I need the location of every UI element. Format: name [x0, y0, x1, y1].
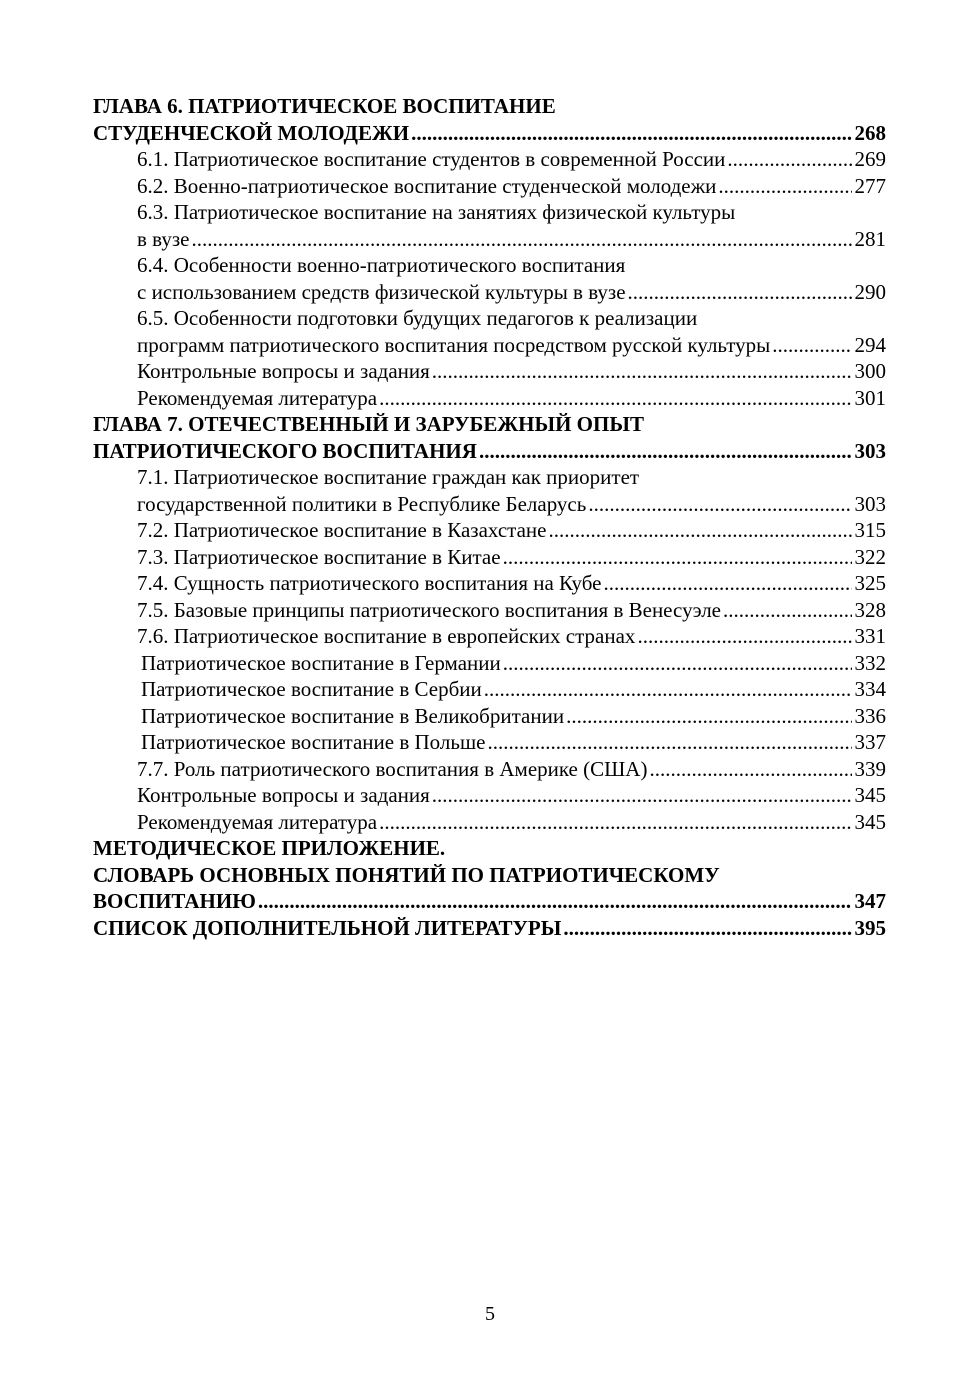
dot-leader [723, 597, 851, 624]
page-number: 5 [485, 1303, 495, 1325]
toc-entry-page: 277 [854, 173, 886, 198]
toc-entry-text: с использованием средств физической культуры в вузе [137, 279, 626, 304]
toc-entry-ch6-literature [93, 385, 886, 412]
extra-literature-page: 395 [854, 915, 886, 940]
toc-entry-page: 331 [854, 624, 886, 648]
toc-entry-page: 336 [854, 703, 886, 728]
chapter-6-title-part-1: ГЛАВА 6. ПАТРИОТИЧЕСКОЕ ВОСПИТАНИЕ [93, 94, 556, 118]
toc-entry-text: 7.7. Роль патриотического воспитания в Америке (США) [137, 756, 648, 781]
toc-entry-page: 281 [854, 226, 886, 251]
toc-entry-page: 345 [854, 783, 886, 807]
toc-entry-page: 301 [854, 385, 886, 410]
toc-entry-text: 7.3. Патриотическое воспитание в Китае [137, 544, 501, 569]
dot-leader [727, 146, 851, 173]
appendix-page: 347 [854, 889, 886, 913]
toc-entry-page: 322 [854, 544, 886, 569]
toc-entry-7-5 [93, 597, 886, 624]
toc-entry-6-2 [93, 173, 886, 200]
chapter-7-heading-line-2 [93, 438, 886, 465]
toc-entry-text: государственной политики в Республике Беларусь [137, 491, 587, 516]
dot-leader [484, 676, 852, 703]
toc-entry-text: Рекомендуемая литература [137, 385, 378, 410]
toc-entry-text: 6.2. Военно-патриотическое воспитание студенческой молодежи [137, 173, 717, 198]
toc-entry-text: 6.3. Патриотическое воспитание на занятиях физической культуры [137, 200, 736, 224]
toc-entry-page: 303 [854, 491, 886, 516]
toc-entry-page: 290 [854, 279, 886, 304]
toc-entry-7-6-serbia [93, 676, 886, 703]
appendix-title-part-1: МЕТОДИЧЕСКОЕ ПРИЛОЖЕНИЕ. [93, 836, 446, 860]
dot-leader [503, 650, 852, 677]
chapter-6-page: 268 [854, 120, 886, 145]
dot-leader [487, 729, 851, 756]
toc-entry-text: Патриотическое воспитание в Польше [141, 730, 486, 754]
toc-entry-page: 334 [854, 677, 886, 701]
toc-entry-text: Контрольные вопросы и задания [137, 359, 430, 383]
toc-entry-7-7 [93, 756, 886, 783]
toc-entry-ch6-questions [93, 358, 886, 385]
chapter-7-heading-line-1 [93, 411, 886, 438]
toc-entry-7-6-germany [93, 650, 886, 677]
toc-entry-7-1-line-1 [93, 464, 886, 491]
dot-leader [603, 570, 851, 597]
toc-entry-text: 6.4. Особенности военно-патриотического воспитания [137, 253, 626, 277]
toc-entry-6-5-line-2 [93, 332, 886, 359]
toc-entry-text: программ патриотического воспитания посредством русской культуры [137, 332, 771, 357]
appendix-title-part-3: ВОСПИТАНИЮ [93, 889, 256, 913]
dot-leader [637, 623, 851, 650]
toc-entry-6-3-line-1 [93, 199, 886, 226]
toc-entry-page: 337 [854, 730, 886, 754]
toc-entry-ch7-questions [93, 782, 886, 809]
dot-leader [379, 809, 851, 836]
dot-leader [503, 544, 852, 571]
toc-entry-page: 339 [854, 756, 886, 781]
toc-entry-page: 328 [854, 597, 886, 622]
appendix-heading-line-1 [93, 835, 886, 862]
toc-entry-7-3 [93, 544, 886, 571]
dot-leader [588, 491, 851, 518]
toc-entry-7-6 [93, 623, 886, 650]
toc-entry-text: Патриотическое воспитание в Сербии [141, 677, 482, 701]
toc-entry-page: 294 [854, 332, 886, 357]
dot-leader [548, 517, 851, 544]
toc-entry-text: 7.6. Патриотическое воспитание в европейских странах [137, 624, 636, 648]
toc-entry-text: в вузе [137, 226, 190, 251]
toc-entry-6-1 [93, 146, 886, 173]
toc-entry-page: 315 [854, 518, 886, 542]
dot-leader [772, 332, 851, 359]
appendix-heading-line-2 [93, 862, 886, 889]
chapter-6-title-part-2: СТУДЕНЧЕСКОЙ МОЛОДЕЖИ [93, 120, 410, 145]
dot-leader [649, 756, 851, 783]
dot-leader [432, 782, 852, 809]
dot-leader [566, 703, 851, 730]
toc-entry-text: 7.1. Патриотическое воспитание граждан как приоритет [137, 465, 640, 489]
toc-entry-7-6-poland [93, 729, 886, 756]
dot-leader [379, 385, 851, 412]
toc-entry-page: 300 [854, 359, 886, 383]
dot-leader [258, 888, 852, 915]
chapter-6-heading-line-1 [93, 93, 886, 120]
dot-leader [479, 438, 852, 465]
extra-literature-title: СПИСОК ДОПОЛНИТЕЛЬНОЙ ЛИТЕРАТУРЫ [93, 915, 562, 940]
toc-entry-7-4 [93, 570, 886, 597]
toc-entry-text: 7.2. Патриотическое воспитание в Казахстане [137, 518, 547, 542]
chapter-6-heading-line-2 [93, 120, 886, 147]
dot-leader [191, 226, 851, 253]
toc-entry-text: Контрольные вопросы и задания [137, 783, 430, 807]
toc-entry-text: Рекомендуемая литература [137, 809, 378, 834]
dot-leader [411, 120, 851, 147]
chapter-7-title-part-1: ГЛАВА 7. ОТЕЧЕСТВЕННЫЙ И ЗАРУБЕЖНЫЙ ОПЫТ [93, 412, 644, 436]
toc-entry-ch7-literature [93, 809, 886, 836]
toc-entry-7-6-britain [93, 703, 886, 730]
toc-entry-text: Патриотическое воспитание в Германии [141, 650, 501, 675]
toc-entry-6-4-line-2 [93, 279, 886, 306]
toc-entry-7-2 [93, 517, 886, 544]
toc-entry-text: 6.1. Патриотическое воспитание студентов в современной России [137, 147, 726, 171]
chapter-7-page: 303 [854, 438, 886, 463]
toc-entry-6-5-line-1 [93, 305, 886, 332]
toc-entry-page: 325 [854, 571, 886, 595]
toc-entry-text: 6.5. Особенности подготовки будущих педагогов к реализации [137, 306, 698, 330]
toc-entry-page: 345 [854, 809, 886, 834]
dot-leader [718, 173, 851, 200]
chapter-7-title-part-2: ПАТРИОТИЧЕСКОГО ВОСПИТАНИЯ [93, 438, 477, 463]
appendix-title-part-2: СЛОВАРЬ ОСНОВНЫХ ПОНЯТИЙ ПО ПАТРИОТИЧЕСКОМУ [93, 862, 720, 887]
dot-leader [432, 358, 852, 385]
toc-entry-text: Патриотическое воспитание в Великобритании [141, 703, 565, 728]
dot-leader [563, 915, 851, 942]
toc-entry-6-3-line-2 [93, 226, 886, 253]
toc-entry-text: 7.4. Сущность патриотического воспитания на Кубе [137, 571, 602, 595]
extra-literature-heading [93, 915, 886, 942]
toc-entry-7-1-line-2 [93, 491, 886, 518]
toc-entry-page: 269 [854, 147, 886, 171]
appendix-heading-line-3 [93, 888, 886, 915]
table-of-contents [93, 93, 886, 941]
toc-entry-page: 332 [854, 650, 886, 675]
toc-entry-6-4-line-1 [93, 252, 886, 279]
dot-leader [628, 279, 852, 306]
toc-entry-text: 7.5. Базовые принципы патриотического воспитания в Венесуэле [137, 597, 722, 622]
